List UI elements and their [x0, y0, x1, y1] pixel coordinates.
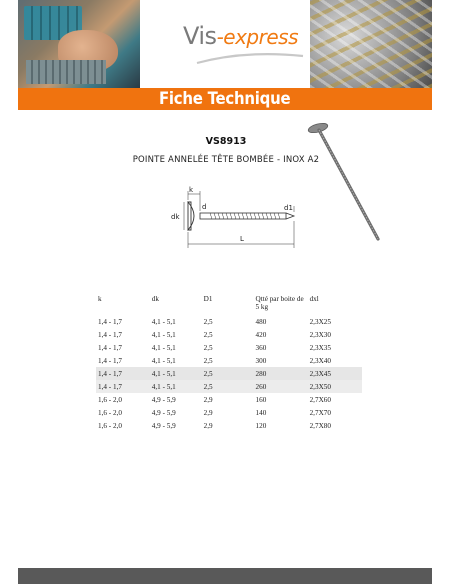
screws-photo — [310, 0, 432, 88]
cell-dxl: 2,7X70 — [309, 408, 331, 417]
cell-D1: 2,5 — [203, 343, 213, 352]
product-description: POINTE ANNELÉE TÊTE BOMBÉE - INOX A2 — [132, 155, 320, 165]
cell-dk: 4,1 - 5,1 — [151, 330, 176, 339]
table-row — [96, 328, 362, 341]
cell-dxl: 2,3X25 — [309, 317, 331, 326]
header-dxl: dxl — [309, 295, 319, 303]
cell-dk: 4,1 - 5,1 — [151, 317, 176, 326]
cell-k: 1,6 - 2,0 — [98, 421, 122, 430]
cell-dk: 4,1 - 5,1 — [150, 380, 202, 393]
label-k: k — [189, 186, 194, 194]
label-d: d — [202, 203, 207, 211]
cell-D1: 2,9 — [203, 408, 213, 417]
cell-dxl: 2,3X45 — [308, 367, 362, 380]
table-row — [96, 315, 362, 328]
header-banner — [18, 0, 432, 110]
cell-dxl: 2,3X35 — [309, 343, 331, 352]
cell-dxl: 2,7X60 — [309, 395, 331, 404]
cell-D1: 2,5 — [202, 367, 254, 380]
cell-k: 1,6 - 2,0 — [98, 408, 122, 417]
table-row — [96, 406, 362, 419]
cell-dk: 4,1 - 5,1 — [151, 356, 176, 365]
cell-k: 1,4 - 1,7 — [96, 380, 150, 393]
cell-dk: 4,9 - 5,9 — [151, 421, 176, 430]
cell-k: 1,4 - 1,7 — [98, 343, 122, 352]
table-header-row — [96, 295, 362, 315]
cell-k: 1,4 - 1,7 — [98, 317, 122, 326]
table-row — [96, 393, 362, 406]
cell-dxl: 2,3X30 — [309, 330, 331, 339]
cell-dxl: 2,3X40 — [309, 356, 331, 365]
title-bar — [18, 88, 432, 110]
table-row — [96, 380, 362, 393]
cell-dk: 4,9 - 5,9 — [151, 395, 176, 404]
cell-D1: 2,9 — [203, 421, 213, 430]
cell-qty: 420 — [255, 330, 267, 339]
technical-drawing — [160, 186, 310, 254]
workshop-photo — [18, 0, 140, 88]
header-dk: dk — [151, 295, 159, 303]
label-dk: dk — [171, 213, 180, 221]
cell-D1: 2,5 — [203, 317, 213, 326]
logo-swoosh-icon — [195, 52, 305, 66]
nail-photo — [306, 115, 386, 245]
cell-qty: 120 — [255, 421, 267, 430]
cell-qty: 140 — [255, 408, 267, 417]
vis-express-logo[interactable] — [183, 22, 313, 72]
label-L: L — [240, 235, 244, 243]
logo-brand-main: Vis — [183, 22, 217, 50]
footer-bar — [18, 568, 432, 584]
cell-dk: 4,1 - 5,1 — [151, 343, 176, 352]
cell-k: 1,4 - 1,7 — [98, 330, 122, 339]
product-reference: VS8913 — [205, 136, 247, 147]
cell-qty: 280 — [254, 367, 308, 380]
cell-qty: 360 — [255, 343, 267, 352]
cell-qty: 260 — [254, 380, 308, 393]
cell-dxl: 2,3X50 — [308, 380, 362, 393]
table-row — [96, 419, 362, 432]
cell-dxl: 2,7X80 — [309, 421, 331, 430]
cell-D1: 2,5 — [203, 356, 213, 365]
cell-D1: 2,9 — [203, 395, 213, 404]
cell-qty: 480 — [255, 317, 267, 326]
table-row — [96, 367, 362, 380]
spec-table — [96, 295, 362, 432]
cell-qty: 300 — [255, 356, 267, 365]
cell-qty: 160 — [255, 395, 267, 404]
table-row — [96, 341, 362, 354]
cell-D1: 2,5 — [203, 330, 213, 339]
logo-brand-sub: -express — [216, 25, 298, 49]
header-qty: Qtté par boite de 5 kg — [255, 295, 304, 311]
cell-k: 1,4 - 1,7 — [96, 367, 150, 380]
page-title: Fiche Technique — [159, 89, 291, 109]
header-D1: D1 — [203, 295, 213, 303]
header-k: k — [98, 295, 102, 303]
cell-D1: 2,5 — [202, 380, 254, 393]
cell-k: 1,6 - 2,0 — [98, 395, 122, 404]
table-row — [96, 354, 362, 367]
cell-dk: 4,9 - 5,9 — [151, 408, 176, 417]
cell-dk: 4,1 - 5,1 — [150, 367, 202, 380]
cell-k: 1,4 - 1,7 — [98, 356, 122, 365]
label-d1: d1 — [284, 204, 293, 212]
